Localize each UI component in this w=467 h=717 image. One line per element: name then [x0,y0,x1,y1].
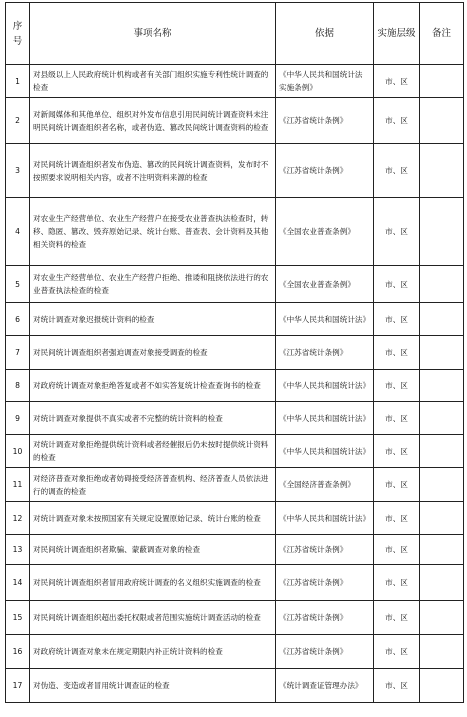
basis: 《中华人民共和国统计法》 [276,370,374,402]
remark [420,468,464,502]
item-name: 对统计调查对象提供不真实或者不完整的统计资料的检查 [30,402,276,435]
row-number: 14 [6,565,30,601]
level: 市、区 [374,669,420,703]
row-number: 2 [6,98,30,144]
row-number: 8 [6,370,30,402]
inspection-items-table [5,2,464,703]
table-row [6,535,464,565]
basis: 《江苏省统计条例》 [276,635,374,669]
level: 市、区 [374,402,420,435]
row-number: 7 [6,336,30,370]
remark [420,535,464,565]
remark [420,370,464,402]
table-row [6,669,464,703]
level: 市、区 [374,336,420,370]
row-number: 15 [6,601,30,635]
remark [420,402,464,435]
basis: 《中华人民共和国统计法》 [276,435,374,468]
basis: 《中华人民共和国统计法》 [276,502,374,535]
remark [420,669,464,703]
table-row [6,435,464,468]
level: 市、区 [374,535,420,565]
level: 市、区 [374,266,420,303]
basis: 《江苏省统计条例》 [276,535,374,565]
remark [420,144,464,198]
basis: 《中华人民共和国统计法实施条例》 [276,65,374,98]
header-remark: 备注 [420,3,464,65]
basis: 《统计调查证管理办法》 [276,669,374,703]
table-row [6,98,464,144]
table-row [6,565,464,601]
item-name: 对县级以上人民政府统计机构或者有关部门组织实施专利性统计调查的检查 [30,65,276,98]
item-name: 对民间统计调查组织者冒用政府统计调查的名义组织实施调查的检查 [30,565,276,601]
table-row [6,303,464,336]
table-body [6,65,464,703]
row-number: 9 [6,402,30,435]
row-number: 12 [6,502,30,535]
table-row [6,336,464,370]
row-number: 13 [6,535,30,565]
item-name: 对农业生产经营单位、农业生产经营户在接受农业普查执法检查时，转移、隐匿、篡改、毁弃原始记录、统计台账、普查表、会计资料及其他相关资料的检查 [30,198,276,266]
item-name: 对伪造、变造或者冒用统计调查证的检查 [30,669,276,703]
level: 市、区 [374,468,420,502]
item-name: 对民间统计调查组织超出委托权限或者范围实施统计调查活动的检查 [30,601,276,635]
table-row [6,635,464,669]
basis: 《全国经济普查条例》 [276,468,374,502]
remark [420,198,464,266]
remark [420,65,464,98]
row-number: 11 [6,468,30,502]
level: 市、区 [374,435,420,468]
table-row [6,502,464,535]
table-row [6,370,464,402]
remark [420,98,464,144]
item-name: 对经济普查对象拒绝或者妨碍接受经济普查机构、经济普查人员依法进行的调查的检查 [30,468,276,502]
table-row [6,144,464,198]
table-row [6,601,464,635]
table-row [6,266,464,303]
basis: 《江苏省统计条例》 [276,98,374,144]
header-basis: 依据 [276,3,374,65]
basis: 《江苏省统计条例》 [276,336,374,370]
remark [420,565,464,601]
table-row [6,402,464,435]
header-item-name: 事项名称 [30,3,276,65]
remark [420,303,464,336]
level: 市、区 [374,65,420,98]
row-number: 17 [6,669,30,703]
level: 市、区 [374,198,420,266]
row-number: 4 [6,198,30,266]
remark [420,336,464,370]
row-number: 6 [6,303,30,336]
item-name: 对统计调查对象迟报统计资料的检查 [30,303,276,336]
basis: 《全国农业普查条例》 [276,266,374,303]
item-name: 对民间统计调查组织者欺骗、蒙蔽调查对象的检查 [30,535,276,565]
header-no: 序号 [6,3,30,65]
table-row [6,65,464,98]
header-row [6,3,464,65]
level: 市、区 [374,502,420,535]
level: 市、区 [374,370,420,402]
item-name: 对政府统计调查对象拒绝答复或者不如实答复统计检查查询书的检查 [30,370,276,402]
item-name: 对农业生产经营单位、农业生产经营户拒绝、推诿和阻挠依法进行的农业普查执法检查的检查 [30,266,276,303]
remark [420,266,464,303]
basis: 《江苏省统计条例》 [276,565,374,601]
remark [420,601,464,635]
basis: 《江苏省统计条例》 [276,144,374,198]
item-name: 对统计调查对象拒绝提供统计资料或者经催报后仍未按时提供统计资料的检查 [30,435,276,468]
level: 市、区 [374,303,420,336]
level: 市、区 [374,144,420,198]
remark [420,635,464,669]
level: 市、区 [374,635,420,669]
item-name: 对政府统计调查对象未在规定期限内补正统计资料的检查 [30,635,276,669]
row-number: 1 [6,65,30,98]
item-name: 对民间统计调查组织者发布伪造、篡改的民间统计调查资料，发布时不按照要求说明相关内容，或者不注明资料来源的检查 [30,144,276,198]
level: 市、区 [374,601,420,635]
row-number: 10 [6,435,30,468]
item-name: 对统计调查对象未按照国家有关规定设置原始记录、统计台账的检查 [30,502,276,535]
basis: 《江苏省统计条例》 [276,601,374,635]
item-name: 对民间统计调查组织者强迫调查对象接受调查的检查 [30,336,276,370]
row-number: 5 [6,266,30,303]
row-number: 16 [6,635,30,669]
row-number: 3 [6,144,30,198]
item-name: 对新闻媒体和其他单位、组织对外发布信息引用民间统计调查资料未注明民间统计调查组织者名称，或者伪造、篡改民间统计调查资料的检查 [30,98,276,144]
remark [420,435,464,468]
basis: 《中华人民共和国统计法》 [276,303,374,336]
basis: 《全国农业普查条例》 [276,198,374,266]
level: 市、区 [374,565,420,601]
level: 市、区 [374,98,420,144]
basis: 《中华人民共和国统计法》 [276,402,374,435]
header-level: 实施层级 [374,3,420,65]
remark [420,502,464,535]
table-row [6,198,464,266]
table-row [6,468,464,502]
